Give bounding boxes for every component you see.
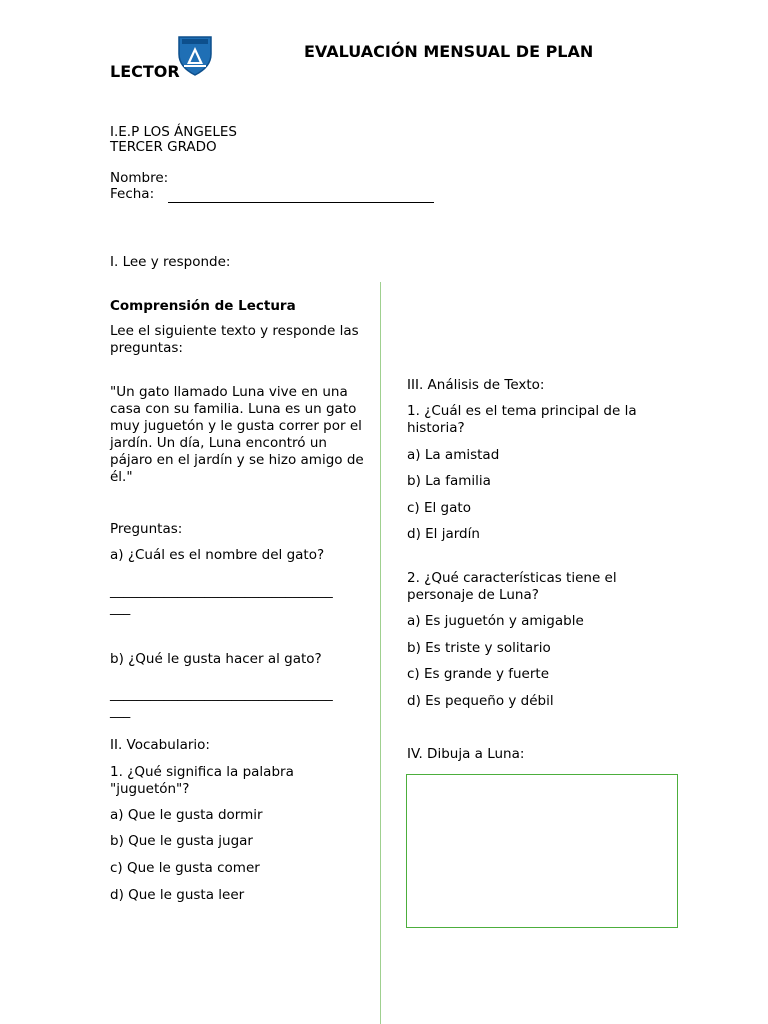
q1-option-a[interactable]: a) La amistad	[407, 447, 500, 463]
question-a: a) ¿Cuál es el nombre del gato?	[110, 547, 325, 563]
questions-label: Preguntas:	[110, 521, 183, 537]
story-text: "Un gato llamado Luna vive en una casa con su familia. Luna es un gato muy juguetón y le gusta correr por el jardín. Un día, Luna encontró un pájaro en el jardín y se hizo amigo de él."	[110, 384, 364, 485]
analysis-question-2: 2. ¿Qué características tiene el personaje de Luna?	[407, 570, 617, 603]
fecha-label: Fecha:	[110, 186, 155, 202]
fecha-answer-line[interactable]	[168, 202, 434, 203]
section2-heading: II. Vocabulario:	[110, 737, 210, 753]
section1-heading: I. Lee y responde:	[110, 254, 231, 270]
school-name: I.E.P LOS ÁNGELES	[110, 124, 237, 140]
answer-line-a-end: ___	[110, 600, 131, 616]
column-divider	[380, 282, 381, 1024]
document-title-continuation: LECTOR	[110, 62, 180, 81]
document-title: EVALUACIÓN MENSUAL DE PLAN	[304, 42, 594, 61]
q1-option-b[interactable]: b) La familia	[407, 473, 491, 489]
question-b: b) ¿Qué le gusta hacer al gato?	[110, 651, 322, 667]
school-grade: TERCER GRADO	[110, 139, 217, 155]
vocab-question: 1. ¿Qué significa la palabra "juguetón"?	[110, 764, 294, 797]
q2-option-d[interactable]: d) Es pequeño y débil	[407, 693, 554, 709]
q2-option-b[interactable]: b) Es triste y solitario	[407, 640, 551, 656]
vocab-option-c[interactable]: c) Que le gusta comer	[110, 860, 260, 876]
school-logo	[176, 34, 214, 76]
vocab-option-b[interactable]: b) Que le gusta jugar	[110, 833, 253, 849]
nombre-label: Nombre:	[110, 170, 169, 186]
analysis-question-1: 1. ¿Cuál es el tema principal de la historia?	[407, 403, 637, 436]
answer-line-b-end: ___	[110, 703, 131, 719]
section3-heading: III. Análisis de Texto:	[407, 377, 545, 393]
q2-option-a[interactable]: a) Es juguetón y amigable	[407, 613, 584, 629]
answer-line-b[interactable]: _________________________________	[110, 686, 333, 702]
q1-option-d[interactable]: d) El jardín	[407, 526, 480, 542]
section1-subheading: Comprensión de Lectura	[110, 298, 296, 314]
answer-line-a[interactable]: _________________________________	[110, 583, 333, 599]
q1-option-c[interactable]: c) El gato	[407, 500, 471, 516]
q2-option-c[interactable]: c) Es grande y fuerte	[407, 666, 549, 682]
vocab-option-d[interactable]: d) Que le gusta leer	[110, 887, 245, 903]
section1-instruction: Lee el siguiente texto y responde las preguntas:	[110, 323, 359, 356]
drawing-box[interactable]	[406, 774, 678, 928]
vocab-option-a[interactable]: a) Que le gusta dormir	[110, 807, 263, 823]
section4-heading: IV. Dibuja a Luna:	[407, 746, 525, 762]
